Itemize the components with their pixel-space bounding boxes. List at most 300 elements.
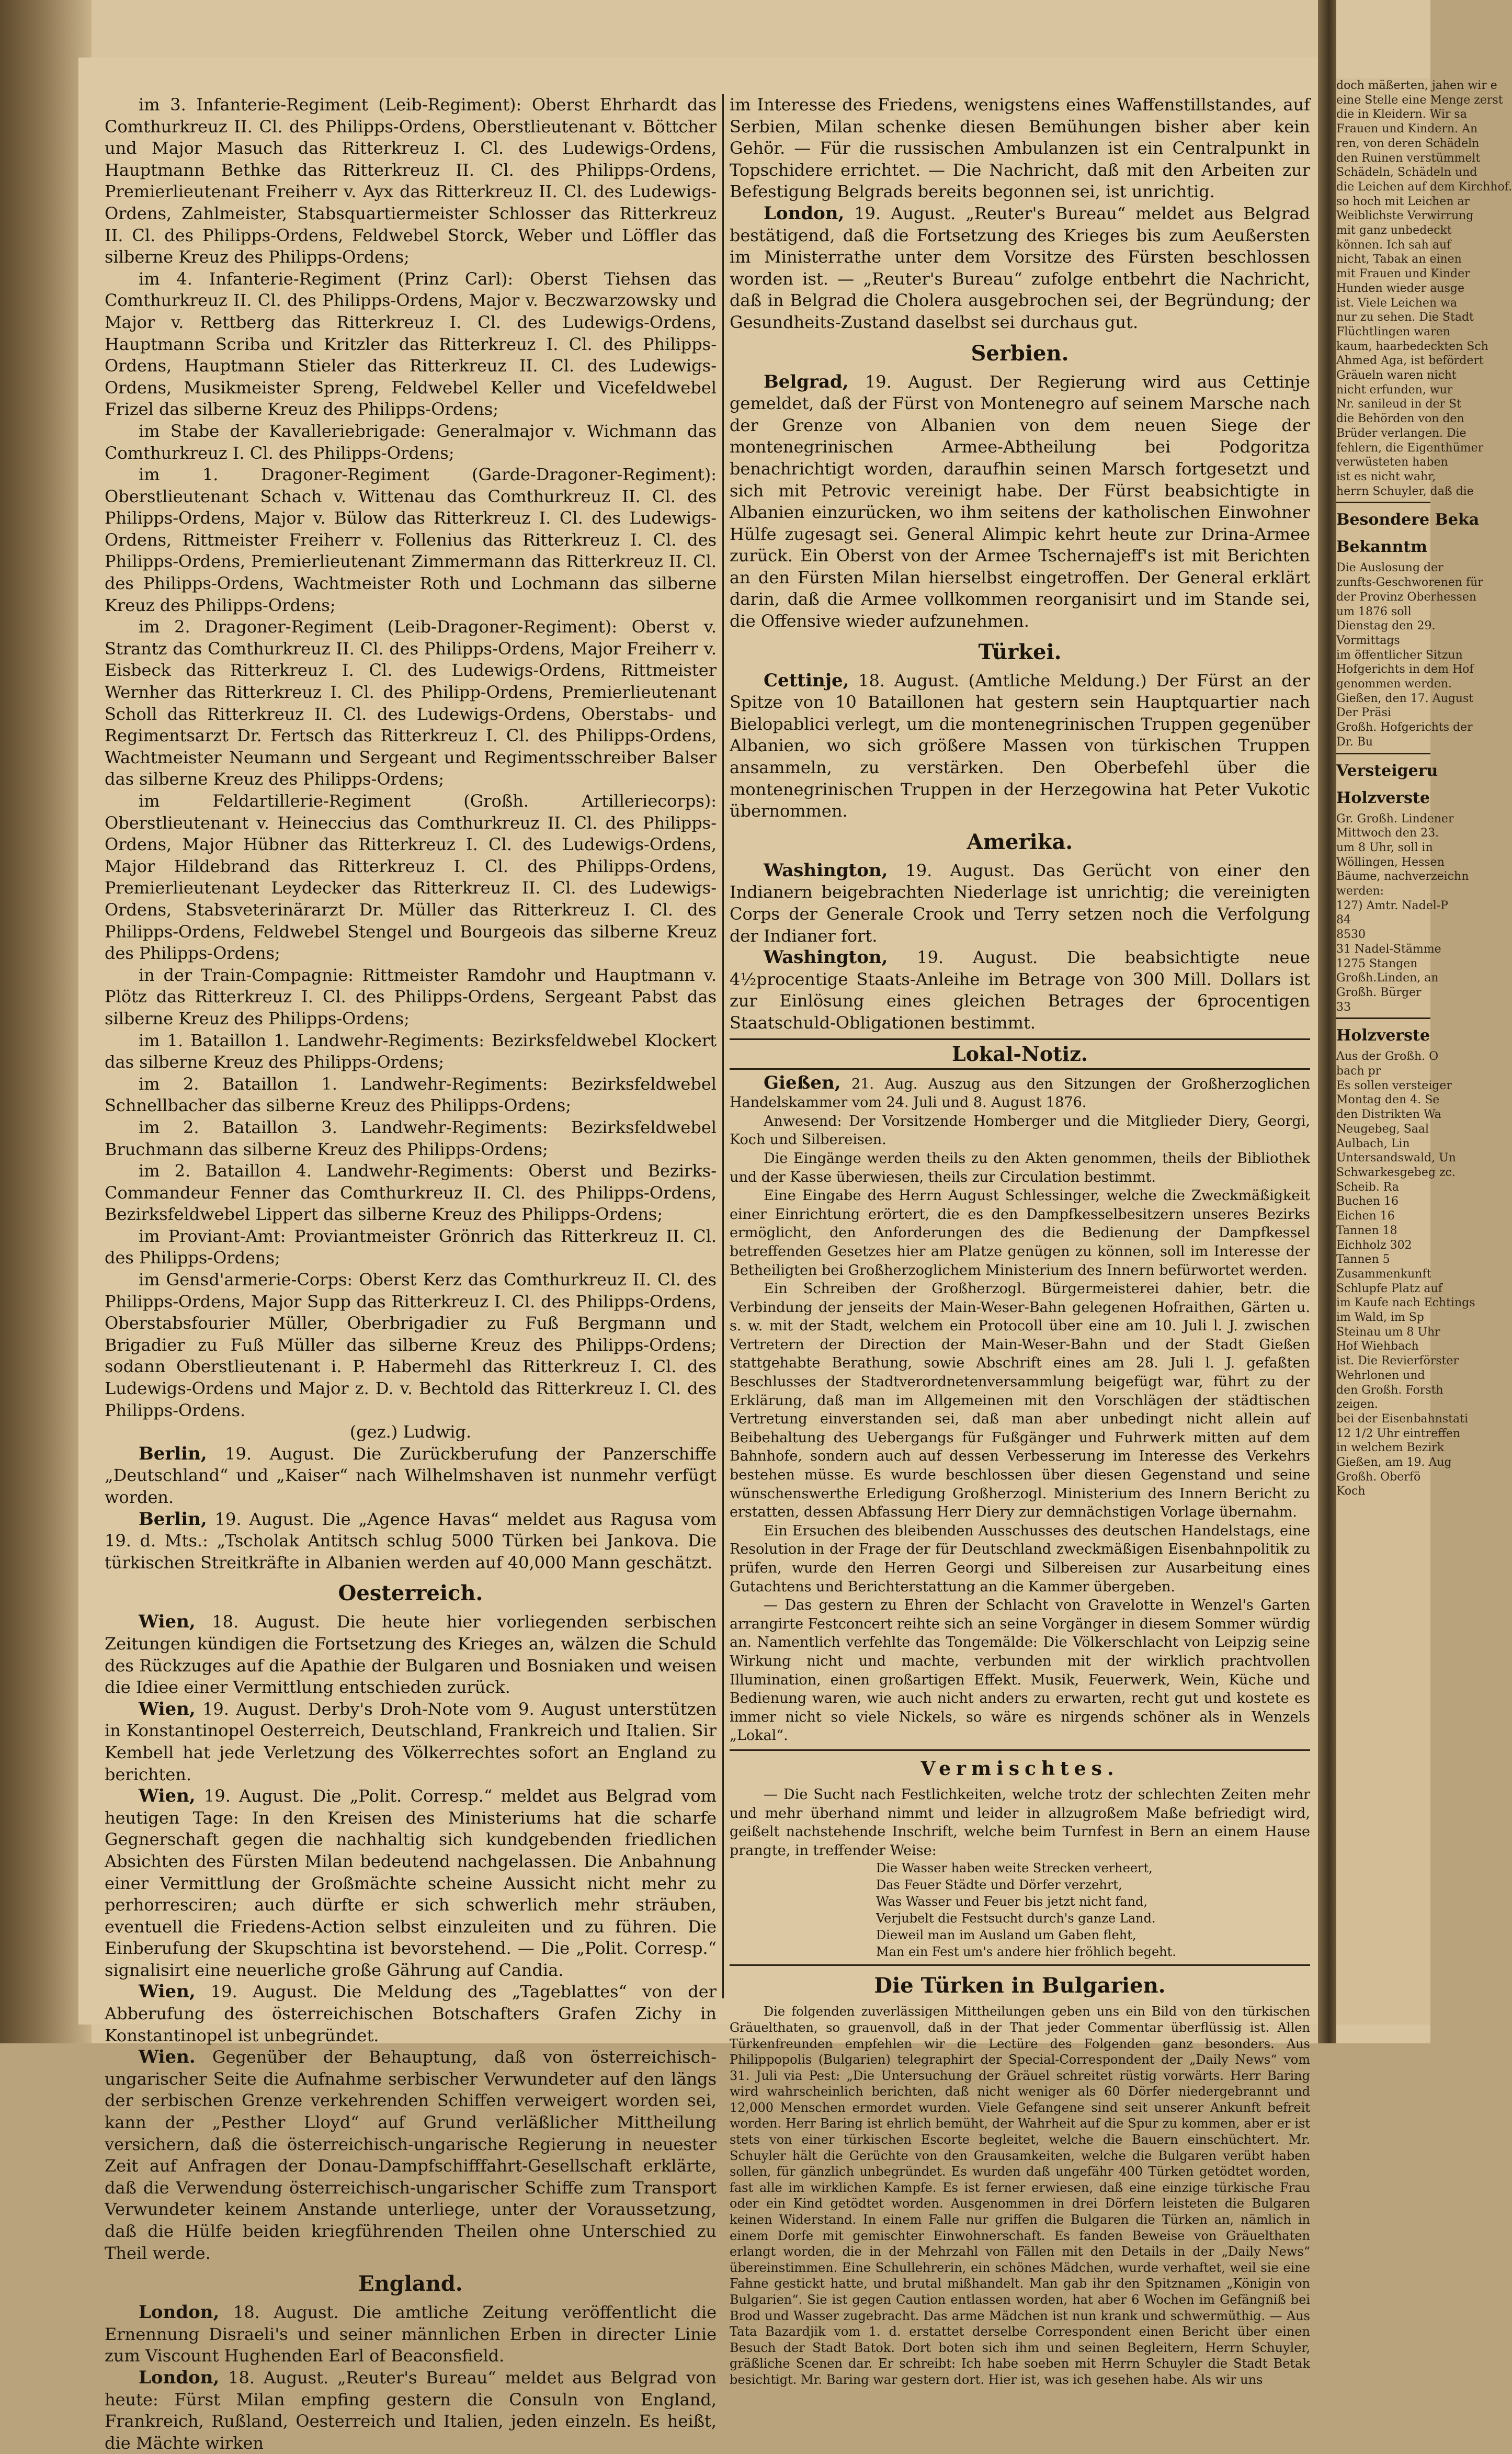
text: Schwarkesgebeg zc. xyxy=(1336,1166,1456,1179)
article-paragraph xyxy=(105,1785,717,1981)
article-paragraph xyxy=(730,637,1310,668)
article-paragraph xyxy=(105,2046,717,2264)
fragment-line xyxy=(1336,1397,1430,1412)
article-paragraph xyxy=(730,1596,1310,1745)
text: ist. Viele Leichen wa xyxy=(1336,296,1458,310)
dateline: Berlin, xyxy=(139,1443,207,1464)
text: — Die Sucht nach Festlichkeiten, welche trotz der schlechten Zeiten mehr und mehr überhand nimmt und leider in allzugroßem Maße befriedigt wird, geißelt nachstehende Inschrift, welche beim Turnfest in Bern an einem Hause prangte, in treffender Weise: xyxy=(730,1786,1310,1859)
article-paragraph xyxy=(730,1927,1310,1943)
fragment-line xyxy=(1336,122,1478,137)
text: im 1. Bataillon 1. Landwehr-Regiments: Bezirksfeldwebel Klockert das silberne Kreuz des Philipps-Ordens; xyxy=(105,1030,717,1072)
article-paragraph xyxy=(105,1226,717,1269)
article-paragraph xyxy=(105,790,717,965)
text: Amerika. xyxy=(967,829,1073,854)
article-paragraph xyxy=(105,94,717,268)
text: Zusammenkunft xyxy=(1336,1267,1431,1281)
text: Die Wasser haben weite Strecken verheert, xyxy=(876,1861,1153,1876)
text: doch mäßerten, jahen wir e xyxy=(1336,79,1497,92)
dateline: Gießen, xyxy=(764,1072,841,1093)
fragment-line xyxy=(1336,252,1462,267)
article-paragraph xyxy=(105,1981,717,2046)
article-paragraph xyxy=(105,1699,717,1785)
text: Bäume, nachverzeichn xyxy=(1336,870,1469,884)
fragment-line xyxy=(1336,1252,1430,1267)
fragment-line xyxy=(1336,971,1439,986)
text: den Ruinen verstümmelt xyxy=(1336,151,1481,165)
text: 19. August. Derby's Droh-Note vom 9. August unterstützen in Konstantinopel Oesterreich, Deutschland, Frankreich und Italien. Sir Kembell hat jede Verletzung des Völkerrechtes sofort an England zu berichten. xyxy=(105,1699,717,1784)
page-gutter xyxy=(1318,0,1336,2043)
article-paragraph xyxy=(105,965,717,1030)
article-paragraph xyxy=(730,94,1310,203)
text: Gräueln waren nicht xyxy=(1336,369,1457,382)
article-paragraph xyxy=(105,1269,717,1421)
article-paragraph xyxy=(730,1970,1310,2001)
text: werden: xyxy=(1336,885,1384,898)
text: mit ganz unbedeckt xyxy=(1336,224,1452,238)
text: Serbien. xyxy=(971,341,1069,366)
text: Holzverste xyxy=(1336,788,1430,807)
text: Ein Schreiben der Großherzogl. Bürgermeisterei dahier, betr. die Verbindung der jenseits der Main-Weser-Bahn gelegenen Hofraithen, Gärten u. s. w. mit der Stadt, welchem ein Protocoll über eine am 10. Juli l. J. zwischen Vertretern der Direction der Main-Weser-Bahn und der Stadt Gießen stattgehabte Berathung, sowie Abschrift eines am 28. Juli l. J. gefaßten Beschlusses der Stadtverordnetenversammlung beigefügt war, führt zu der Erklärung, daß man im Allgemeinen mit den Vorschlägen der städtischen Vertretung einverstanden sei, daß man aber unbedingt nicht allein auf Beibehaltung des Uebergangs für Fußgänger und Fuhrwerk mitten auf dem Bahnhofe, sondern auch auf dessen Verbesserung im Interesse des Verkehrs bestehen müsse. Es wurde beschlossen über diesen Gegenstand und seine wünschenswerthe Erledigung Großherzogl. Ministerium des Innern Bericht zu erstatten, dessen Abfassung Herr Diery zur demnächstigen Vorlage übernahm. xyxy=(730,1281,1310,1521)
text: können. Ich sah auf xyxy=(1336,238,1451,252)
text: um 8 Uhr, soll in xyxy=(1336,841,1433,854)
text: Hof Wiehbach xyxy=(1336,1340,1419,1353)
text: 18. August. Die heute hier vorliegenden serbischen Zeitungen kündigen die Fortsetzung des Krieges an, wälzen die Schuld des Rückzuges auf die Apathie der Bulgaren und Bosniaken und weisen die Idiee einer Vermittlung entschieden zurück. xyxy=(105,1612,717,1698)
fragment-line xyxy=(1336,426,1466,441)
fragment-line xyxy=(1336,506,1480,534)
text: um 1876 soll xyxy=(1336,605,1412,618)
text: Vormittags xyxy=(1336,634,1400,647)
fragment-line xyxy=(1336,281,1464,296)
text: Holzverste xyxy=(1336,1026,1430,1045)
text: verwüsteten haben xyxy=(1336,456,1448,469)
fragment-line xyxy=(1336,1122,1430,1137)
fragment-line xyxy=(1336,180,1512,195)
text: 18. August. „Reuter's Bureau“ meldet aus Belgrad von heute: Fürst Milan empfing gestern die Consuln von England, Frankreich, Rußland, Oesterreich und Italien, jeden einzeln. Es heißt, die Mächte wirken xyxy=(105,2367,717,2453)
text: in der Train-Compagnie: Rittmeister Ramdohr und Hauptmann v. Plötz das Ritterkreuz I. Cl. des Philipps-Ordens, Sergeant Pabst das silberne Kreuz des Philipps-Ordens; xyxy=(105,965,717,1028)
article-paragraph xyxy=(105,1578,717,1609)
fragment-line xyxy=(1336,1484,1430,1499)
text: Tannen 18 xyxy=(1336,1224,1397,1237)
article-paragraph xyxy=(730,1964,1310,1966)
text: Vermischtes. xyxy=(920,1757,1119,1780)
text: Der Präsi xyxy=(1336,706,1391,720)
text: Aus der Großh. O xyxy=(1336,1050,1439,1064)
text: im 2. Bataillon 4. Landwehr-Regiments: Oberst und Bezirks-Commandeur Fenner das Comthurkreuz II. Cl. des Philipps-Ordens, Bezirksfeldwebel Lippert das silberne Kreuz des Philipps-Ordens; xyxy=(105,1161,717,1225)
text: kaum, haarbedeckten Sch xyxy=(1336,340,1488,353)
fragment-line xyxy=(1336,1151,1456,1166)
article-paragraph xyxy=(105,1117,717,1160)
text: 19. August. Der Regierung wird aus Cettinje gemeldet, daß der Fürst von Montenegro auf seinem Marsche nach der Grenze von Albanien von dem neuen Siege der montenegrinischen Armee-Abtheilung bei Podgoritza benachrichtigt worden, daraufhin seinen Marsch fortgesetzt und sich mit Petrovic vereinigt habe. Der Fürst beabsichtigte in Albanien einzurücken, wo ihm seitens der katholischen Einwohner Hülfe zugesagt sei. General Alimpic kehrt heute zur Drina-Armee zurück. Ein Oberst von der Armee Tschernajeff's ist mit Berichten an den Fürsten Milan hierselbst eingetroffen. Der General erklärt darin, daß die Armee vollkommen reorganisirt und im Stande sei, die Offensive wieder aufzunehmen. xyxy=(730,371,1310,631)
text: zunfts-Geschworenen für xyxy=(1336,576,1483,590)
text: Türkei. xyxy=(978,639,1062,664)
article-paragraph xyxy=(730,1785,1310,1860)
article-paragraph xyxy=(105,2367,717,2454)
fragment-line xyxy=(1336,1064,1430,1079)
text: 1275 Stangen xyxy=(1336,957,1418,970)
fragment-line xyxy=(1336,441,1484,456)
fragment-line xyxy=(1336,575,1483,590)
dateline: Wien, xyxy=(139,1785,196,1807)
fragment-line xyxy=(1336,662,1474,677)
article-paragraph xyxy=(730,670,1310,822)
text: mit Frauen und Kinder xyxy=(1336,267,1470,281)
dateline: Washington, xyxy=(764,860,888,881)
article-paragraph xyxy=(105,421,717,464)
text: Montag den 4. Se xyxy=(1336,1093,1440,1107)
fragment-line xyxy=(1336,957,1430,971)
fragment-line xyxy=(1336,942,1441,957)
fragment-line xyxy=(1336,605,1430,619)
text: 19. August. Die beabsichtigte neue 4½procentige Staats-Anleihe im Betrage von 300 Mill. Dollars ist zur Einlösung eines gleichen Betrages der 6procentigen Staatschuld-Obligationen bestimmt. xyxy=(730,947,1310,1033)
fragment-line xyxy=(1336,1339,1430,1354)
text: Die Türken in Bulgarien. xyxy=(874,1973,1166,1998)
text: Bekanntm xyxy=(1336,538,1427,557)
text: Aulbach, Lin xyxy=(1336,1137,1410,1150)
text: Schädeln, Schädeln und xyxy=(1336,166,1477,179)
fragment-line xyxy=(1336,484,1474,499)
fragment-line xyxy=(1336,692,1474,706)
text: bei der Eisenbahnstati xyxy=(1336,1412,1468,1426)
text: 18. August. (Amtliche Meldung.) Der Fürst an der Spitze von 10 Bataillonen hat gestern sein Hauptquartier nach Bielopablici verlegt, um die montenegrinischen Truppen gegenüber Albanien, wo sich größere Massen von türkischen Truppen ansammeln, zu verstärken. Den Oberbefehl über die montenegrinischen Truppen in der Herzegowina hat Peter Vukotic übernommen. xyxy=(730,670,1310,821)
text: Oesterreich. xyxy=(338,1581,483,1606)
dateline: Berlin, xyxy=(139,1508,207,1530)
fragment-line xyxy=(1336,561,1443,575)
text: Verjubelt die Festsucht durch's ganze Land. xyxy=(876,1911,1156,1926)
text: im öffentlicher Sitzun xyxy=(1336,648,1463,662)
fragment-line xyxy=(1336,151,1481,166)
text: Gegenüber der Behauptung, daß von österreichisch-ungarischer Seite die Aufnahme serbischer Verwundeter auf den längs der serbischen Grenze verkehrenden Schiffen verweigert worden sei, kann der „Pesther Lloyd“ auf Grund verläßlicher Mittheilung versichern, daß die österreichisch-ungarische Regierung in neuester Zeit auf Anfragen der Donau-Dampfschifffahrt-Gesellschaft erklärte, daß die Verwendung österreichisch-ungarischer Schiffe zum Transport Verwundeter keinem Anstande unterliege, unter der Voraussetzung, daß die Hülfe beiden kriegführenden Theilen ohne Unterschied zu Theil werde. xyxy=(105,2047,717,2263)
article-paragraph xyxy=(105,2268,717,2300)
fragment-line xyxy=(1336,1017,1430,1019)
fragment-line xyxy=(1336,757,1438,785)
fragment-line xyxy=(1336,383,1453,398)
article-paragraph xyxy=(105,1443,717,1509)
text: Gießen, den 17. August xyxy=(1336,692,1474,705)
text: Dienstag den 29. xyxy=(1336,619,1436,633)
text: 19. August. Die „Polit. Corresp.“ meldet aus Belgrad vom heutigen Tage: In den Kreisen des Ministeriums hat die scharfe Gegnerschaft gegen die nachhaltig sich kundgebenden friedlichen Absichten des Fürsten Milan bedeutend nachgelassen. Die Anbahnung einer Vermittlung der Großmächte scheine Aussicht nicht mehr zu perhorresciren; auch dürfte er sich schwerlich mehr sträuben, eventuell die Friedens-Action selbst einzuleiten und zu führen. Die Einberufung der Skupschtina ist bevorstehend. — Die „Polit. Corresp.“ signalisirt eine neuerliche große Gährung auf Candia. xyxy=(105,1786,717,1980)
fragment-line xyxy=(1336,1209,1430,1224)
fragment-line xyxy=(1336,397,1461,412)
text: nicht, Tabak an einen xyxy=(1336,253,1462,266)
fragment-line xyxy=(1336,296,1458,311)
fragment-line xyxy=(1336,826,1439,841)
text: herrn Schuyler, daß die xyxy=(1336,484,1474,498)
dateline: Wien, xyxy=(139,1981,196,2003)
right-column xyxy=(730,94,1310,2387)
article-paragraph xyxy=(730,1749,1310,1751)
text: 18. August. Die amtliche Zeitung veröffentlicht die Ernennung Disraeli's und seiner männlichen Erben in directer Linie zum Viscount Hughenden Earl of Beaconsfield. xyxy=(105,2302,717,2366)
text: die Behörden von den xyxy=(1336,412,1464,426)
fragment-line xyxy=(1336,841,1433,855)
fragment-line xyxy=(1336,1282,1442,1296)
text: so hoch mit Leichen ar xyxy=(1336,195,1470,208)
fragment-line xyxy=(1336,1049,1439,1064)
fragment-line xyxy=(1336,107,1467,122)
text: Wöllingen, Hessen xyxy=(1336,855,1445,869)
article-paragraph xyxy=(730,1149,1310,1186)
text: Frauen und Kindern. An xyxy=(1336,122,1478,136)
fragment-line xyxy=(1336,93,1503,108)
fragment-line xyxy=(1336,412,1464,426)
fragment-line xyxy=(1336,1369,1430,1383)
fragment-line xyxy=(1336,1022,1430,1049)
text: Das Feuer Städte und Dörfer verzehrt, xyxy=(876,1878,1122,1893)
article-paragraph xyxy=(730,1876,1310,1893)
article-paragraph xyxy=(730,1860,1310,1876)
fragment-line xyxy=(1336,899,1448,913)
text: die Leichen auf dem Kirchhof. xyxy=(1336,180,1512,194)
fragment-line xyxy=(1336,634,1430,648)
text: Hofgerichts in dem Hof xyxy=(1336,663,1474,676)
text: Steinau um 8 Uhr xyxy=(1336,1325,1440,1339)
article-paragraph xyxy=(730,2004,1310,2388)
article-paragraph xyxy=(105,2302,717,2367)
text: ist es nicht wahr, xyxy=(1336,470,1436,483)
text: 12 1/2 Uhr eintreffen xyxy=(1336,1427,1461,1440)
dateline: Washington, xyxy=(764,947,888,968)
text: (gez.) Ludwig. xyxy=(349,1422,472,1442)
text: Es sollen versteiger xyxy=(1336,1079,1452,1092)
text: ren, von deren Schädeln xyxy=(1336,137,1480,150)
fragment-line xyxy=(1336,590,1477,605)
article-paragraph xyxy=(105,1421,717,1443)
text: Buchen 16 xyxy=(1336,1195,1399,1208)
text: Dieweil man im Ausland um Gaben fleht, xyxy=(876,1928,1136,1943)
text: Ahmed Aga, ist befördert xyxy=(1336,354,1484,368)
text: in welchem Bezirk xyxy=(1336,1441,1445,1455)
text: im 2. Bataillon 3. Landwehr-Regiments: Bezirksfeldwebel Bruchmann das silberne Kreuz des Philipps-Ordens; xyxy=(105,1117,717,1159)
text: Untersandswald, Un xyxy=(1336,1151,1456,1165)
fragment-line xyxy=(1336,753,1430,754)
text: 19. August. „Reuter's Bureau“ meldet aus Belgrad bestätigend, daß die Fortsetzung des Krieges bis zum Aeußersten im Ministerrathe unter dem Vorsitze des Fürsten beschlossen worden ist. — „Reuter's Bureau“ zufolge entbehrt die Nachricht, daß in Belgrad die Cholera ausgebrochen sei, der Begründung; der Gesundheits-Zustand daselbst sei durchaus gut. xyxy=(730,203,1310,332)
dateline: Wien, xyxy=(139,1611,196,1633)
fragment-line xyxy=(1336,648,1463,663)
fragment-line xyxy=(1336,1412,1468,1427)
fragment-line xyxy=(1336,1470,1430,1485)
fragment-line xyxy=(1336,677,1452,692)
column-divider xyxy=(722,94,724,1998)
article-paragraph xyxy=(730,1943,1310,1960)
fragment-line xyxy=(1336,195,1470,209)
text: Neugebeg, Saal xyxy=(1336,1122,1429,1136)
text: Schlupfe Platz auf xyxy=(1336,1282,1442,1295)
text: 84 xyxy=(1336,913,1351,927)
fragment-line xyxy=(1336,455,1448,470)
text: den Distrikten Wa xyxy=(1336,1108,1441,1122)
text: im 2. Bataillon 1. Landwehr-Regiments: Bezirksfeldwebel Schnellbacher das silberne Kreuz des Philipps-Ordens; xyxy=(105,1073,717,1116)
fragment-line xyxy=(1336,354,1484,368)
article-paragraph xyxy=(105,616,717,790)
text: 19. August. Die „Agence Havas“ meldet aus Ragusa vom 19. d. Mts.: „Tscholak Antitsch schlug 5000 Türken bei Jankova. Die türkischen Streitkräfte in Albanien werden auf 40,000 Mann geschätzt. xyxy=(105,1509,717,1573)
fragment-line xyxy=(1336,470,1436,484)
article-paragraph xyxy=(730,1522,1310,1596)
article-paragraph xyxy=(105,1509,717,1574)
article-paragraph xyxy=(730,1038,1310,1070)
fragment-line xyxy=(1336,1455,1452,1470)
article-paragraph xyxy=(105,464,717,616)
dateline: Cettinje, xyxy=(764,670,849,691)
fragment-line xyxy=(1336,619,1436,634)
fragment-line xyxy=(1336,1000,1430,1015)
text: Mittwoch den 23. xyxy=(1336,827,1439,840)
text: ist. Die Revierförster xyxy=(1336,1354,1459,1368)
text: Großh. Bürger xyxy=(1336,986,1422,999)
text: genommen werden. xyxy=(1336,677,1452,691)
text: Die Auslosung der xyxy=(1336,561,1443,575)
text: 19. August. Die Zurückberufung der Panzerschiffe „Deutschland“ und „Kaiser“ nach Wilhelmshaven ist nunmehr verfügt worden. xyxy=(105,1443,717,1507)
text: Die Eingänge werden theils zu den Akten genommen, theils der Bibliothek und der Kasse überwiesen, theils zur Circulation bestimmt. xyxy=(730,1150,1310,1185)
text: England. xyxy=(358,2271,463,2297)
article-paragraph xyxy=(730,827,1310,858)
fragment-line xyxy=(1336,165,1477,180)
text: 127) Amtr. Nadel-P xyxy=(1336,899,1448,912)
fragment-line xyxy=(1336,1354,1459,1369)
text: Gr. Großh. Lindener xyxy=(1336,812,1454,825)
text: nicht erfunden, wur xyxy=(1336,383,1453,397)
dateline: Belgrad, xyxy=(764,371,849,392)
fragment-line xyxy=(1336,855,1445,870)
text: im Wald, im Sp xyxy=(1336,1311,1424,1325)
text: 19. August. Die Meldung des „Tageblattes“ von der Abberufung des österreichischen Botschafters Grafen Zichy in Konstantinopel ist unbegründet. xyxy=(105,1982,717,2045)
text: im 3. Infanterie-Regiment (Leib-Regiment): Oberst Ehrhardt das Comthurkreuz II. Cl. des Philipps-Ordens, Oberstlieutenant v. Böttcher und Major Masuch das Ritterkreuz I. Cl. des Ludewigs-Ordens, Hauptmann Bethke das Ritterkreuz II. Cl. des Philipps-Ordens, Premierlieutenant Freiherr v. Ayx das Ritterkreuz II. Cl. des Ludewigs-Ordens, Zahlmeister, Stabsquartiermeister Schlosser das Ritterkreuz II. Cl. des Philipps-Ordens, Feldwebel Storck, Weber und Löffler das silberne Kreuz des Philipps-Ordens; xyxy=(105,95,717,267)
fragment-line xyxy=(1336,1296,1475,1310)
fragment-line xyxy=(1336,137,1480,151)
article-paragraph xyxy=(730,947,1310,1034)
fragment-line xyxy=(1336,1137,1430,1151)
fragment-line xyxy=(1336,986,1430,1000)
article-paragraph xyxy=(730,860,1310,947)
fragment-line xyxy=(1336,1224,1430,1238)
fragment-line xyxy=(1336,223,1452,238)
text: Großh.Linden, an xyxy=(1336,971,1439,985)
text: im Stabe der Kavalleriebrigade: Generalmajor v. Wichmann das Comthurkreuz I. Cl. des Philipps-Ordens; xyxy=(105,421,717,463)
text: Weiblichste Verwirrung xyxy=(1336,209,1474,223)
adjacent-page-fragment xyxy=(1336,78,1512,2025)
text: Großh. Oberfö xyxy=(1336,1470,1421,1484)
fragment-line xyxy=(1336,1107,1441,1122)
fragment-line xyxy=(1336,78,1497,93)
fragment-line xyxy=(1336,1325,1440,1340)
text: eine Stelle eine Menge zerst xyxy=(1336,93,1503,107)
fragment-line xyxy=(1336,735,1430,750)
fragment-line xyxy=(1336,1267,1430,1282)
article-paragraph xyxy=(730,1112,1310,1149)
fragment-line xyxy=(1336,869,1469,884)
text: die in Kleidern. Wir sa xyxy=(1336,108,1467,121)
fragment-line xyxy=(1336,368,1457,383)
article-paragraph xyxy=(105,1073,717,1117)
fragment-line xyxy=(1336,1383,1443,1398)
text: Anwesend: Der Vorsitzende Homberger und die Mitglieder Diery, Georgi, Koch und Silbereisen. xyxy=(730,1113,1310,1148)
text: im Kaufe nach Echtings xyxy=(1336,1296,1475,1310)
text: Gießen, am 19. Aug xyxy=(1336,1456,1452,1469)
fragment-line xyxy=(1336,209,1474,223)
fragment-line xyxy=(1336,1441,1445,1455)
fragment-line xyxy=(1336,928,1430,942)
article-paragraph xyxy=(730,371,1310,632)
text: Besondere Beka xyxy=(1336,511,1480,529)
left-column xyxy=(105,94,717,2453)
text: 8530 xyxy=(1336,928,1366,942)
text: Dr. Bu xyxy=(1336,735,1373,749)
fragment-line xyxy=(1336,340,1488,354)
fragment-line xyxy=(1336,502,1430,503)
article-paragraph xyxy=(730,1754,1310,1783)
text: Lokal-Notiz. xyxy=(951,1042,1088,1066)
text: bach pr xyxy=(1336,1065,1381,1078)
fragment-line xyxy=(1336,913,1430,928)
text: Eine Eingabe des Herrn August Schlessinger, welche die Zweckmäßigkeit einer Einrichtung erörtert, die es den Dampfkesselbesitzern unseres Bezirks ermöglicht, den Anforderungen des die Bedienung der Dampfkessel betreffenden Gesetzes hier am Platze genügen zu können, soll im Interesse der Betheiligten bei Großherzoglichem Ministerium des Innern befürwortet werden. xyxy=(730,1188,1310,1279)
fragment-line xyxy=(1336,1093,1440,1107)
text: Was Wasser und Feuer bis jetzt nicht fand, xyxy=(876,1894,1148,1909)
text: im 2. Dragoner-Regiment (Leib-Dragoner-Regiment): Oberst v. Strantz das Comthurkreuz II. Cl. des Philipps-Ordens, Major Freiherr v. Eisbeck das Ritterkreuz I. Cl. des Ludewigs-Ordens, Rittmeister Wernher das Ritterkreuz I. Cl. des Philipp-Ordens, Premierlieutenant Scholl das Ritterkreuz II. Cl. des Ludewigs-Ordens, Oberstabs- und Regimentsarzt Dr. Fertsch das Ritterkreuz I. Cl. des Philipps-Ordens, Wachtmeister Neumann und Sergeant und Regimentsschreiber Balser das silberne Kreuz des Philipps-Ordens; xyxy=(105,617,717,789)
text: Wehrlonen und xyxy=(1336,1369,1425,1382)
fragment-line xyxy=(1336,1166,1456,1180)
text: fehlern, die Eigenthümer xyxy=(1336,441,1484,455)
dateline: Wien. xyxy=(139,2046,196,2068)
text: Großh. Hofgerichts der xyxy=(1336,721,1473,734)
fragment-line xyxy=(1336,884,1430,899)
fragment-line xyxy=(1336,1180,1430,1195)
binding-shadow xyxy=(0,0,92,2043)
fragment-line xyxy=(1336,1310,1430,1325)
article-paragraph xyxy=(105,268,717,421)
fragment-line xyxy=(1336,267,1470,281)
text: Brüder verlangen. Die xyxy=(1336,426,1466,440)
article-paragraph xyxy=(730,1186,1310,1280)
text: im 4. Infanterie-Regiment (Prinz Carl): Oberst Tiehsen das Comthurkreuz II. Cl. des Philipps-Ordens, Major v. Beczwarzowsky und Major v. Rettberg das Ritterkreuz I. Cl. des Ludewigs-Ordens, Hauptmann Scriba und Kritzler das Ritterkreuz I. Cl. des Philipps-Ordens, Hauptmann Stieler das Ritterkreuz II. Cl. des Ludewigs-Ordens, Musikmeister Spreng, Feldwebel Keller und Vicefeldwebel Frizel das silberne Kreuz des Philipps-Ordens; xyxy=(105,268,717,420)
fragment-line xyxy=(1336,325,1450,340)
text: 33 xyxy=(1336,1000,1351,1014)
text: Die folgenden zuverlässigen Mittheilungen geben uns ein Bild von den türkischen Gräuelthaten, so grauenvoll, daß in der That jeder Commentar überflüssig ist. Allen Türkenfreunden empfehlen wir die Lectüre des Folgenden ganz besonders. Aus Philippopolis (Bulgarien) telegraphirt der Special-Correspondent der „Daily News“ vom 31. Juli via Pest: „Die Untersuchung der Gräuel schreitet rüstig vorwärts. Herr Baring wird wahrscheinlich berichten, daß nicht weniger als 60 Dörfer niedergebrannt und 12,000 Menschen ermordet wurden. Viele Gefangene sind seit unserer Ankunft befreit worden. Herr Baring ist ehrlich bemüht, der Wahrheit auf die Spur zu kommen, aber er ist stets von einer türkischen Escorte begleitet, welche die Bauern einschüchtert. Mr. Schuyler hält die Gerüchte von den Grausamkeiten, welche die Bulgaren verübt haben sollen, für gänzlich unbegründet. Es wurden daß ungefähr 400 Türken getödtet worden, fast alle im wirklichen Kampfe. Es ist ferner erwiesen, daß eine einzige türkische Frau oder ein Kind getödtet worden. Ausgenommen in drei Dörfern leisteten die Bulgaren keinen Widerstand. In einem Falle nur griffen die Bulgaren die Türken an, nämlich in einem Dorfe mit gemischter Einwohnerschaft. Es fanden Beweise von Gräuelthaten erlangt worden, die in der Mehrzahl von Fällen mit den Details in der „Daily News“ übereinstimmen. Eine Schullehrerin, ein schönes Mädchen, wurde verhaftet, weil sie eine Fahne gestickt hatte, und brutal mißhandelt. Man gab ihr den Spitznamen „Königin von Bulgarien“. Sie ist gegen Caution entlassen worden, hat aber 6 Wochen im Gefängniß bei Brod und Wasser zugebracht. Das arme Mädchen ist nun krank und schwermüthig. — Aus Tata Bazardjik vom 1. d. erstattet derselbe Correspondent einen Bericht über einen Besuch der Stadt Batok. Dort boten sich ihm und seinen Begleitern, Herrn Schuyler, gräßliche Scenen dar. Er schreibt: Ich habe soeben mit Herrn Schuyler die Stadt Betak besichtigt. Mr. Baring war gestern dort. Hier ist, was ich gesehen habe. Als wir uns xyxy=(730,2004,1310,2387)
text: im Interesse des Friedens, wenigstens eines Waffenstillstandes, auf Serbien, Milan schenke diesen Bemühungen bisher aber kein Gehör. — Für die russischen Ambulanzen ist ein Centralpunkt in Topschidere errichtet. — Die Nachricht, daß mit den Arbeiten zur Befestigung Belgrads bereits begonnen sei, ist unrichtig. xyxy=(730,95,1310,202)
article-paragraph xyxy=(105,1160,717,1226)
text: Nr. sanileud in der St xyxy=(1336,398,1461,411)
text: im Gensd'armerie-Corps: Oberst Kerz das Comthurkreuz II. Cl. des Philipps-Ordens, Major Supp das Ritterkreuz I. Cl. des Philipps-Ordens, Oberstabsfourier Müller, Oberbrigadier zu Fuß Bergmann und Brigadier zu Fuß Müller das silberne Kreuz des Philipps-Ordens; sodann Oberstlieutenant i. P. Habermehl das Ritterkreuz I. Cl. des Ludewigs-Ordens und Major z. D. v. Bechtold das Ritterkreuz I. Cl. des Philipps-Ordens. xyxy=(105,1270,717,1420)
text: Eichen 16 xyxy=(1336,1209,1395,1223)
text: Ein Ersuchen des bleibenden Ausschusses des deutschen Handelstags, eine Resolution in der Frage der für Deutschland zweckmäßigen Eisenbahnpolitik zu prüfen, wurde den Herren Georgi und Silbereisen zur Ausarbeitung eines Gutachtens und Berichterstattung an die Kammer übergeben. xyxy=(730,1522,1310,1595)
text: Versteigeru xyxy=(1336,761,1438,780)
article-paragraph xyxy=(730,1910,1310,1927)
fragment-line xyxy=(1336,706,1430,720)
text: 21. Aug. Auszug aus den Sitzungen der Großherzoglichen Handelskammer vom 24. Juli und 8. August 1876. xyxy=(730,1076,1310,1111)
dateline: London, xyxy=(139,2367,220,2388)
article-paragraph xyxy=(730,1280,1310,1522)
article-paragraph xyxy=(730,1074,1310,1112)
text: — Das gestern zu Ehren der Schlacht von Gravelotte in Wenzel's Garten arrangirte Festconcert reihte sich an seine Vorgänger in diesem Sommer würdig an. Namentlich verfehlte das Tongemälde: Die Völkerschlacht von Leipzig seine Wirkung nicht und machte, verbunden mit der wirklich prachtvollen Illumination, einen großartigen Effekt. Musik, Feuerwerk, Wein, Küche und Bedienung waren, wie auch nicht anders zu erwarten, recht gut und kostete es immer nicht so viele Nickels, so wäre es nirgends schöner als in Wenzels „Lokal“. xyxy=(730,1597,1310,1744)
text: Scheib. Ra xyxy=(1336,1180,1399,1194)
text: der Provinz Oberhessen xyxy=(1336,590,1477,604)
text: Eichholz 302 xyxy=(1336,1238,1412,1252)
article-paragraph xyxy=(105,1611,717,1698)
text: Tannen 5 xyxy=(1336,1253,1390,1266)
text: im Feldartillerie-Regiment (Großh. Artilleriecorps): Oberstlieutenant v. Heineccius das Comthurkreuz II. Cl. des Philipps-Ordens, Major Hübner das Ritterkreuz I. Cl. des Ludewigs-Ordens, Major Hildebrand das Ritterkreuz I. Cl. des Philipps-Ordens, Premierlieutenant Leydecker das Ritterkreuz II. Cl. des Ludewigs-Ordens, Stabsveterinärarzt Dr. Müller das Ritterkreuz I. Cl. des Philipps-Ordens, Feldwebel Stengel und Bourgeois das silberne Kreuz des Philipps-Ordens; xyxy=(105,791,717,964)
fragment-line xyxy=(1336,720,1473,735)
text: zeigen. xyxy=(1336,1398,1378,1411)
fragment-line xyxy=(1336,238,1451,253)
text: Flüchtlingen waren xyxy=(1336,325,1450,338)
text: im Proviant-Amt: Proviantmeister Grönrich das Ritterkreuz II. Cl. des Philipps-Ordens; xyxy=(105,1226,717,1268)
text: Man ein Fest um's andere hier fröhlich begeht. xyxy=(876,1944,1176,1960)
fragment-line xyxy=(1336,785,1430,812)
fragment-line xyxy=(1336,1238,1430,1253)
fragment-line xyxy=(1336,1079,1452,1093)
article-paragraph xyxy=(105,1030,717,1073)
text: 19. August. Das Gerücht von einer den Indianern beigebrachten Niederlage ist unrichtig; die vereinigten Corps der Generale Crook und Terry setzen noch die Verfolgung der Indianer fort. xyxy=(730,860,1310,946)
text: 31 Nadel-Stämme xyxy=(1336,942,1441,956)
fragment-line xyxy=(1336,310,1474,325)
dateline: Wien, xyxy=(139,1698,196,1720)
